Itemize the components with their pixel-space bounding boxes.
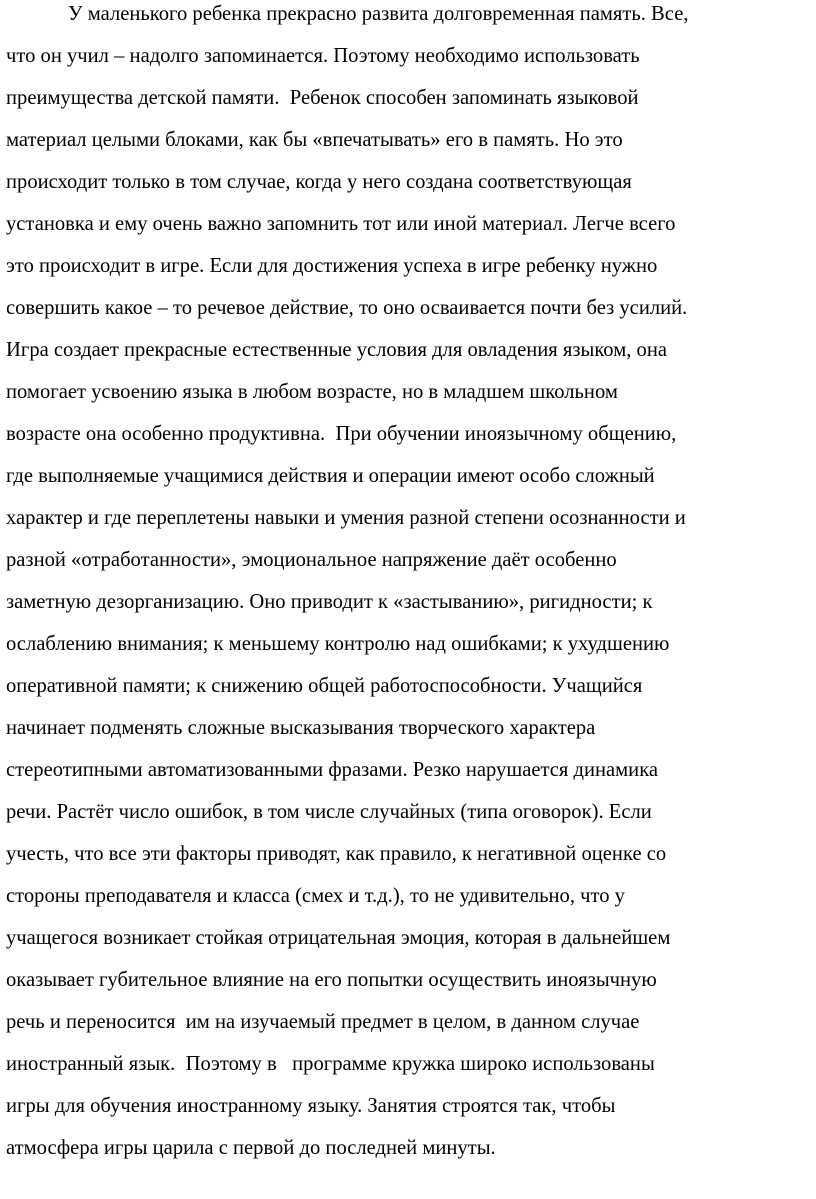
paragraph-line: Игра создает прекрасные естественные условия для овладения языком, она bbox=[6, 339, 667, 361]
paragraph-line: начинает подменять сложные высказывания творческого характера bbox=[6, 717, 596, 739]
paragraph-line: где выполняемые учащимися действия и операции имеют особо сложный bbox=[6, 465, 655, 487]
paragraph-line: оказывает губительное влияние на его попытки осуществить иноязычную bbox=[6, 969, 657, 991]
paragraph-line: помогает усвоению языка в любом возрасте, но в младшем школьном bbox=[6, 381, 618, 403]
paragraph-line: разной «отработанности», эмоциональное напряжение даёт особенно bbox=[6, 549, 617, 571]
paragraph-line: преимущества детской памяти. Ребенок способен запоминать языковой bbox=[6, 87, 639, 109]
paragraph-line: учащегося возникает стойкая отрицательная эмоция, которая в дальнейшем bbox=[6, 927, 671, 949]
paragraph-line: игры для обучения иностранному языку. Занятия строятся так, чтобы bbox=[6, 1095, 616, 1117]
paragraph-line: оперативной памяти; к снижению общей работоспособности. Учащийся bbox=[6, 675, 643, 697]
paragraph-line: это происходит в игре. Если для достижения успеха в игре ребенку нужно bbox=[6, 255, 658, 277]
paragraph-line: совершить какое – то речевое действие, то оно осваивается почти без усилий. bbox=[6, 297, 688, 319]
paragraph-line: стереотипными автоматизованными фразами. Резко нарушается динамика bbox=[6, 759, 659, 781]
paragraph-line: материал целыми блоками, как бы «впечатывать» его в память. Но это bbox=[6, 129, 623, 151]
paragraph-line: ослаблению внимания; к меньшему контролю над ошибками; к ухудшению bbox=[6, 633, 670, 655]
paragraph-line: характер и где переплетены навыки и умения разной степени осознанности и bbox=[6, 507, 686, 529]
paragraph-line: что он учил – надолго запоминается. Поэтому необходимо использовать bbox=[6, 45, 640, 67]
paragraph-line: иностранный язык. Поэтому в программе кружка широко использованы bbox=[6, 1053, 655, 1075]
paragraph-line: учесть, что все эти факторы приводят, как правило, к негативной оценке со bbox=[6, 843, 667, 865]
paragraph-line: заметную дезорганизацию. Оно приводит к «застыванию», ригидности; к bbox=[6, 591, 653, 613]
paragraph-line: происходит только в том случае, когда у него создана соответствующая bbox=[6, 171, 632, 193]
paragraph-line: речь и переносится им на изучаемый предмет в целом, в данном случае bbox=[6, 1011, 640, 1033]
paragraph-line: стороны преподавателя и класса (смех и т.д.), то не удивительно, что у bbox=[6, 885, 625, 907]
paragraph-line: атмосфера игры царила с первой до последней минуты. bbox=[6, 1137, 496, 1159]
paragraph-line: установка и ему очень важно запомнить тот или иной материал. Легче всего bbox=[6, 213, 676, 235]
paragraph-line: У маленького ребенка прекрасно развита долговременная память. Все, bbox=[68, 3, 689, 25]
paragraph-line: речи. Растёт число ошибок, в том числе случайных (типа оговорок). Если bbox=[6, 801, 652, 823]
paragraph-line: возрасте она особенно продуктивна. При обучении иноязычному общению, bbox=[6, 423, 677, 445]
